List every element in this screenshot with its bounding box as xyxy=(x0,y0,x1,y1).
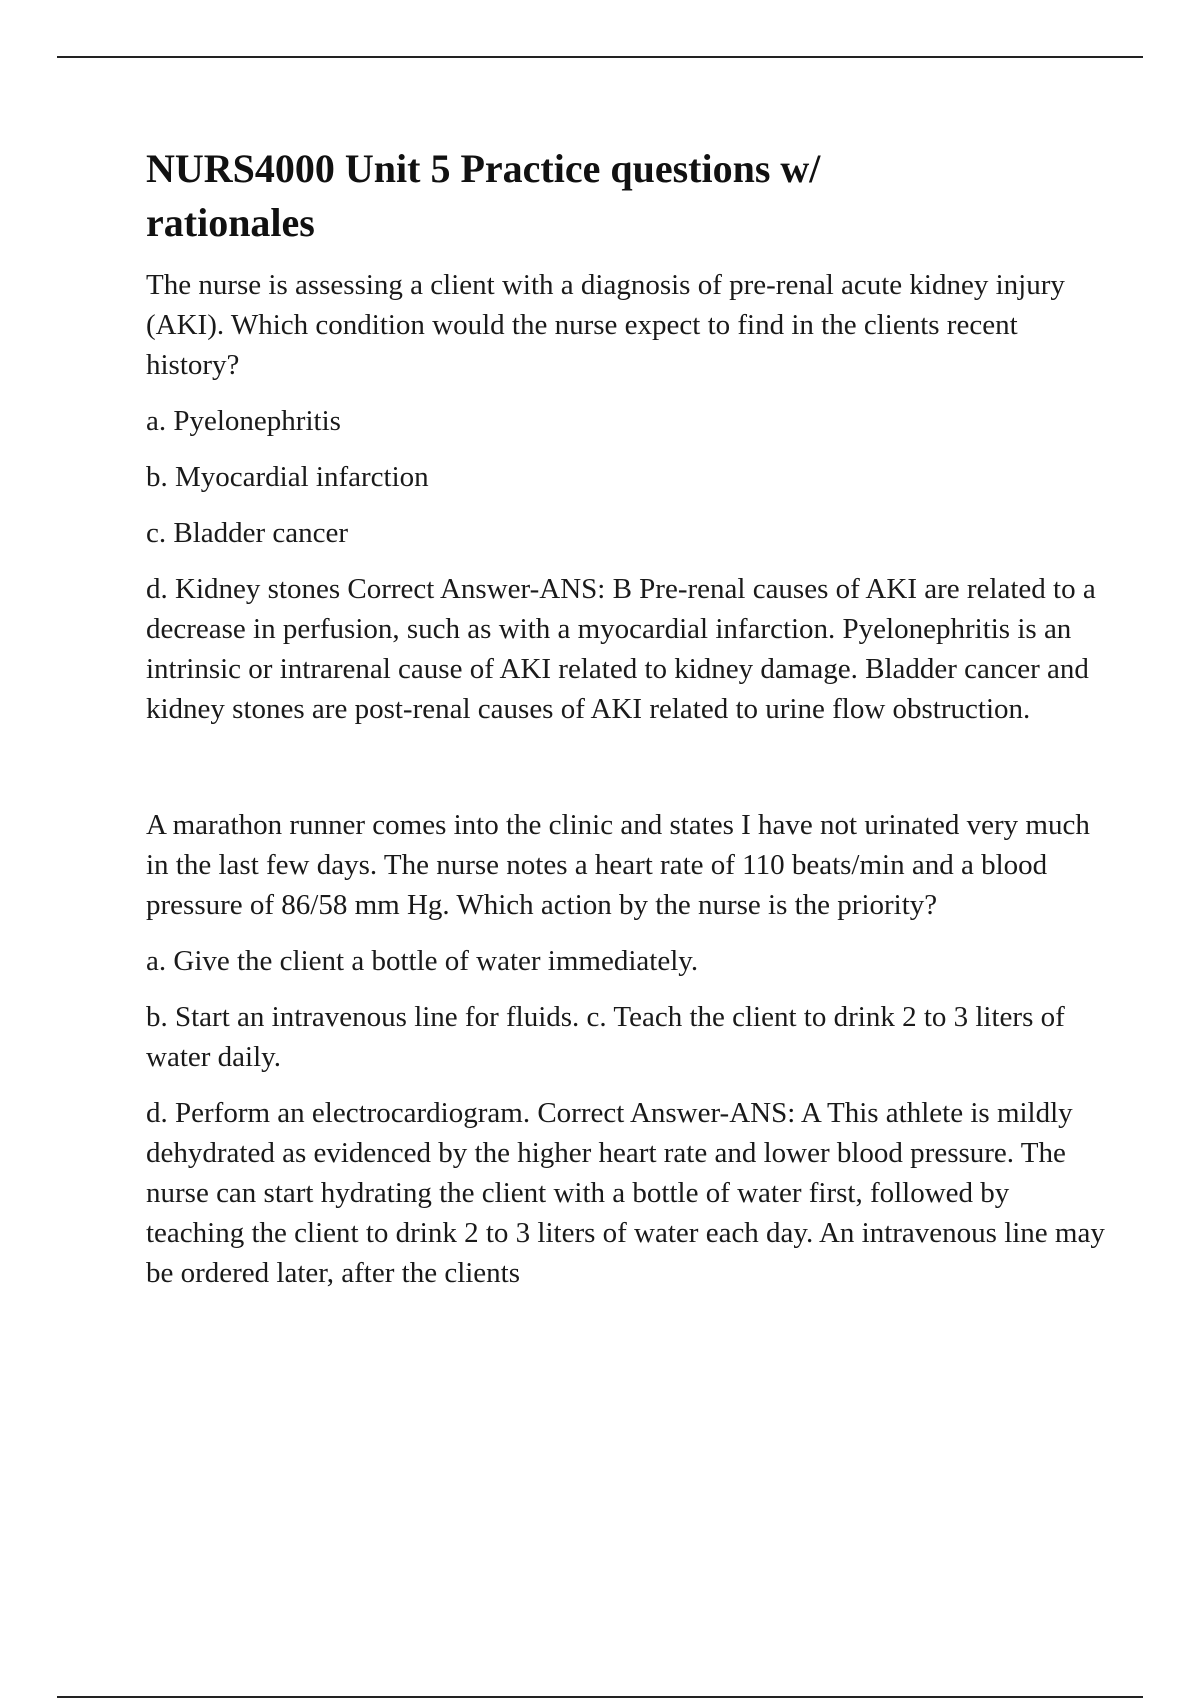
question-2-option-d-answer: d. Perform an electrocardiogram. Correct Answer-ANS: A This athlete is mildly dehydrated as evidenced by the higher heart rate and lower blood pressure. The nurse can start hydrating the client with a bottle of water first, followed by teaching the client to drink 2 to 3 liters of water each day. An intravenous line may be ordered later, after the clients xyxy=(146,1097,1105,1289)
question-1-option-b: b. Myocardial infarction xyxy=(146,461,429,493)
question-1-stem: The nurse is assessing a client with a diagnosis of pre-renal acute kidney injury (AKI). Which condition would the nurse expect to find in the clients recent history? xyxy=(146,269,1065,381)
bottom-rule xyxy=(57,1696,1143,1698)
question-1-option-d-answer: d. Kidney stones Correct Answer-ANS: B Pre-renal causes of AKI are related to a decrease in perfusion, such as with a myocardial infarction. Pyelonephritis is an intrinsic or intrarenal cause of AKI related to kidney damage. Bladder cancer and kidney stones are post-renal causes of AKI related to urine flow obstruction. xyxy=(146,573,1096,725)
question-1 xyxy=(146,265,1106,729)
question-1-option-a: a. Pyelonephritis xyxy=(146,405,341,437)
question-1-option-c: c. Bladder cancer xyxy=(146,517,349,549)
document-title: NURS4000 Unit 5 Practice questions w/ rationales xyxy=(146,146,821,245)
question-2-option-a: a. Give the client a bottle of water immediately. xyxy=(146,945,699,977)
top-rule xyxy=(57,56,1143,58)
document-body xyxy=(146,142,1106,1309)
question-2 xyxy=(146,805,1106,1293)
question-2-option-b-c: b. Start an intravenous line for fluids. c. Teach the client to drink 2 to 3 liters of water daily. xyxy=(146,1001,1065,1073)
question-2-stem: A marathon runner comes into the clinic and states I have not urinated very much in the last few days. The nurse notes a heart rate of 110 beats/min and a blood pressure of 86/58 mm Hg. Which action by the nurse is the priority? xyxy=(146,809,1090,921)
